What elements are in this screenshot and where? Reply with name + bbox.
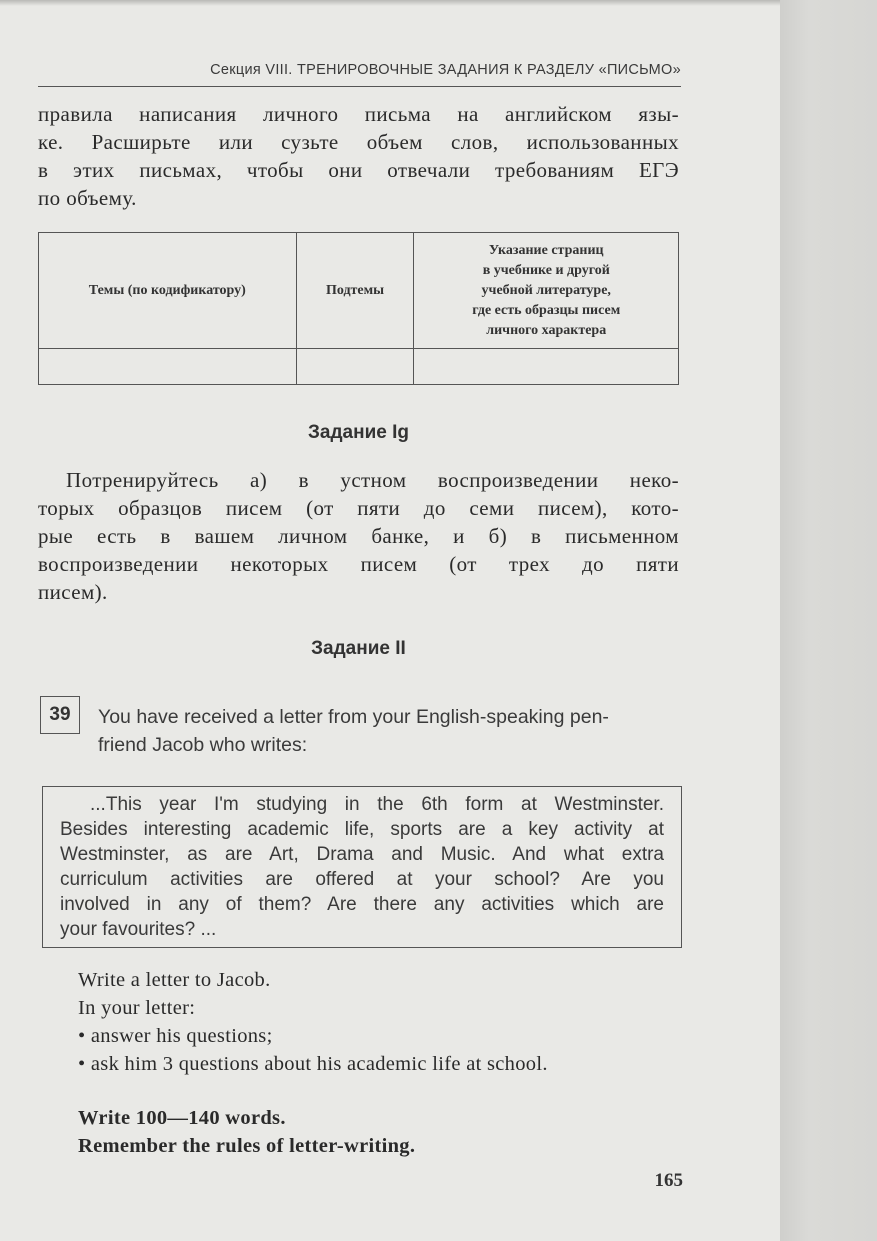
letter-line: curriculum activities are offered at your school? Are you (60, 869, 664, 890)
header-rule (38, 86, 681, 87)
running-header: Секция VIII. ТРЕНИРОВОЧНЫЕ ЗАДАНИЯ К РАЗДЕЛУ «ПИСЬМО» (210, 62, 681, 78)
instruction-bullet: • ask him 3 questions about his academic life at school. (78, 1050, 688, 1078)
task-1g-title: Задание Ig (308, 422, 409, 443)
table-header-pages (414, 233, 679, 349)
letter-line: involved in any of them? Are there any activities which are (60, 894, 664, 915)
letter-writing-reminder: Remember the rules of letter-writing. (78, 1135, 416, 1157)
task-2-title: Задание II (311, 638, 406, 659)
instruction-line: Write a letter to Jacob. (78, 969, 271, 991)
task-2-intro-line: You have received a letter from your English-speaking pen- (98, 706, 609, 728)
letter-excerpt-text (60, 792, 664, 942)
letter-line: ...This year I'm studying in the 6th form at Westminster. (90, 794, 664, 815)
task-2-intro-line: friend Jacob who writes: (98, 734, 308, 756)
table-header-pages-line: в учебнике и другой (482, 262, 610, 278)
table-cell (414, 349, 679, 385)
table-header-topics: Темы (по кодификатору) (39, 233, 297, 349)
word-count-requirement: Write 100—140 words. (78, 1107, 286, 1129)
letter-line: your favourites? ... (60, 919, 217, 940)
instructions (78, 966, 688, 1078)
scan-top-shadow (0, 0, 780, 6)
task-2-intro (98, 703, 680, 759)
intro-line: правила написания личного письма на английском язы- (38, 102, 679, 126)
letter-line: Besides interesting academic life, sports are a key activity at (60, 819, 664, 840)
intro-line: в этих письмах, чтобы они отвечали требованиям ЕГЭ (38, 158, 679, 182)
intro-line: по объему. (38, 186, 137, 210)
table-header-pages-line: личного характера (486, 322, 607, 338)
task-1g-paragraph (38, 466, 679, 606)
table-cell (39, 349, 297, 385)
page-edge-shadow (780, 0, 877, 1241)
intro-paragraph (38, 100, 679, 212)
intro-line: ке. Расширьте или сузьте объем слов, использованных (38, 130, 679, 154)
table-header-subtopics: Подтемы (296, 233, 414, 349)
topics-table (38, 232, 679, 385)
task-1g-line: рые есть в вашем личном банке, и б) в письменном (38, 524, 679, 548)
table-cell (296, 349, 414, 385)
instruction-bullet: • answer his questions; (78, 1022, 688, 1050)
task-1g-line: торых образцов писем (от пяти до семи писем), кото- (38, 496, 679, 520)
letter-line: Westminster, as are Art, Drama and Music. And what extra (60, 844, 664, 865)
task-1g-line: воспроизведении некоторых писем (от трех до пяти (38, 552, 679, 576)
task-number-badge: 39 (40, 696, 80, 734)
page-number: 165 (654, 1170, 683, 1191)
instruction-line: In your letter: (78, 997, 196, 1019)
task-1g-line: писем). (38, 580, 108, 604)
task-1g-line: Потренируйтесь а) в устном воспроизведении неко- (66, 468, 679, 492)
table-header-pages-line: Указание страниц (488, 242, 604, 258)
table-header-pages-line: где есть образцы писем (472, 302, 621, 318)
requirements (78, 1104, 688, 1160)
table-header-pages-line: учебной литературе, (481, 282, 611, 298)
